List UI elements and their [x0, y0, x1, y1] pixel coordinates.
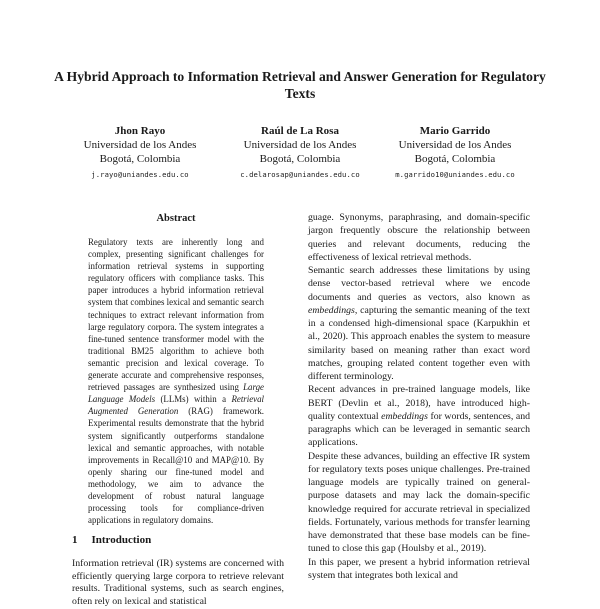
- body-paragraph: In this paper, we present a hybrid information retrieval system that integrates both lexical and: [308, 556, 530, 581]
- author-location: Bogotá, Colombia: [414, 153, 496, 165]
- abstract-heading: Abstract: [156, 213, 196, 224]
- author-email: m.garrido10@uniandes.edu.co: [395, 170, 515, 179]
- author-email: j.rayo@uniandes.edu.co: [91, 170, 189, 179]
- body-paragraph: Semantic search addresses these limitations by using dense vector-based retrieval where we encode documents and queries as vectors, also known as embeddings, capturing the semantic meaning of the text in a condensed high-dimensional space (Karpukhin et al., 2020). This approach enables the system to measure similarity based on meaning rather than exact word matches, grouping related content together even with different terminology.: [308, 265, 530, 382]
- abstract-text: Regulatory texts are inherently long and complex, presenting significant challenges for information retrieval systems in supporting regulatory officers with compliance tasks. This paper introduces a hybrid information retrieval system that combines lexical and semantic search techniques to extract relevant information from large regulatory corpora. The system integrates a fine-tuned sentence transformer model with the traditional BM25 algorithm to achieve both semantic precision and lexical coverage. To generate accurate and comprehensive responses, retrieved passages are synthesized using Large Language Models (LLMs) within a Retrieval Augmented Generation (RAG) framework. Experimental results demonstrate that the hybrid system significantly outperforms standalone lexical and semantic approaches, with notable improvements in Recall@10 and MAP@10. By openly sharing our fine-tuned model and methodology, we aim to advance the development of robust natural language processing tools for compliance-driven applications in regulatory domains.: [88, 237, 264, 526]
- introduction-paragraph: Information retrieval (IR) systems are concerned with efficiently querying large corpora to retrieve relevant results. Traditional systems, such as search engines, often rely on lexical and statistical: [72, 558, 284, 608]
- author-affiliation: Universidad de los Andes: [398, 139, 512, 151]
- section-number: 1: [72, 534, 78, 546]
- author-email: c.delarosap@uniandes.edu.co: [240, 170, 360, 179]
- body-paragraph: Recent advances in pre-trained language models, like BERT (Devlin et al., 2018), have introduced high-quality contextual embeddings for words, sentences, and paragraphs which can be leveraged in semantic search applications.: [308, 384, 530, 449]
- author-block: [380, 124, 530, 182]
- author-name: Mario Garrido: [419, 125, 491, 137]
- author-name: Raúl de La Rosa: [261, 125, 339, 137]
- body-paragraph: Despite these advances, building an effective IR system for regulatory texts poses unique challenges. Pre-trained language models are typically trained on general-purpose datasets and may lack the domain-specific knowledge required for accurate retrieval in specialized fields. Fortunately, various methods for transfer learning have demonstrated that these base models can be fine-tuned to close this gap (Houlsby et al., 2019).: [308, 450, 530, 555]
- author-location: Bogotá, Colombia: [259, 153, 341, 165]
- body-paragraph: guage. Synonyms, paraphrasing, and domain-specific jargon frequently obscure the relationship between queries and relevant documents, reducing the effectiveness of lexical retrieval methods.: [308, 212, 530, 263]
- author-block: [225, 124, 375, 182]
- paper-title: A Hybrid Approach to Information Retrieval and Answer Generation for Regulatory Texts: [54, 69, 546, 101]
- section-heading-introduction: [72, 534, 282, 546]
- author-block: [65, 124, 215, 182]
- author-location: Bogotá, Colombia: [99, 153, 181, 165]
- author-affiliation: Universidad de los Andes: [243, 139, 357, 151]
- author-name: Jhon Rayo: [114, 125, 166, 137]
- right-column: [308, 211, 530, 582]
- author-affiliation: Universidad de los Andes: [83, 139, 197, 151]
- section-title: Introduction: [91, 534, 152, 546]
